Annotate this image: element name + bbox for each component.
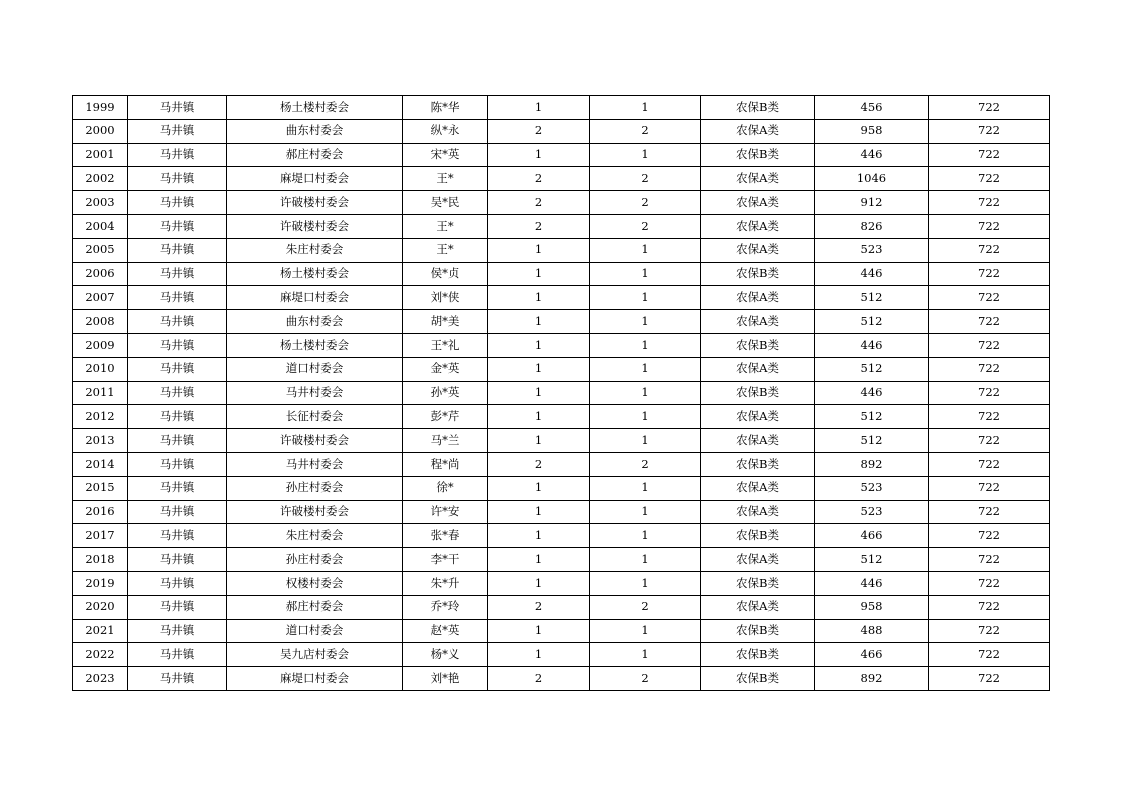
- serial-number-cell: 2009: [73, 333, 128, 357]
- standard-cell: 722: [929, 381, 1050, 405]
- amount-cell: 466: [815, 643, 929, 667]
- town-cell: 马井镇: [128, 619, 227, 643]
- serial-number-cell: 2006: [73, 262, 128, 286]
- amount-cell: 512: [815, 286, 929, 310]
- standard-cell: 722: [929, 405, 1050, 429]
- name-cell: 徐*: [403, 476, 488, 500]
- count-a-cell: 1: [488, 143, 590, 167]
- serial-number-cell: 2012: [73, 405, 128, 429]
- name-cell: 孙*英: [403, 381, 488, 405]
- serial-number-cell: 2019: [73, 571, 128, 595]
- serial-number-cell: 2000: [73, 119, 128, 143]
- count-b-cell: 2: [590, 595, 701, 619]
- category-cell: 农保A类: [701, 357, 815, 381]
- category-cell: 农保A类: [701, 595, 815, 619]
- name-cell: 刘*艳: [403, 667, 488, 691]
- table-row: [73, 429, 1050, 453]
- village-committee-cell: 许破楼村委会: [227, 191, 403, 215]
- serial-number-cell: 2005: [73, 238, 128, 262]
- name-cell: 王*: [403, 167, 488, 191]
- table-row: [73, 167, 1050, 191]
- standard-cell: 722: [929, 357, 1050, 381]
- village-committee-cell: 许破楼村委会: [227, 214, 403, 238]
- standard-cell: 722: [929, 238, 1050, 262]
- standard-cell: 722: [929, 333, 1050, 357]
- name-cell: 宋*英: [403, 143, 488, 167]
- count-b-cell: 2: [590, 167, 701, 191]
- name-cell: 张*春: [403, 524, 488, 548]
- town-cell: 马井镇: [128, 286, 227, 310]
- town-cell: 马井镇: [128, 476, 227, 500]
- serial-number-cell: 2017: [73, 524, 128, 548]
- count-a-cell: 1: [488, 381, 590, 405]
- count-a-cell: 1: [488, 500, 590, 524]
- table-row: [73, 191, 1050, 215]
- amount-cell: 446: [815, 381, 929, 405]
- category-cell: 农保B类: [701, 524, 815, 548]
- standard-cell: 722: [929, 429, 1050, 453]
- town-cell: 马井镇: [128, 96, 227, 120]
- standard-cell: 722: [929, 524, 1050, 548]
- town-cell: 马井镇: [128, 238, 227, 262]
- amount-cell: 523: [815, 476, 929, 500]
- serial-number-cell: 2016: [73, 500, 128, 524]
- count-b-cell: 1: [590, 286, 701, 310]
- name-cell: 许*安: [403, 500, 488, 524]
- standard-cell: 722: [929, 96, 1050, 120]
- town-cell: 马井镇: [128, 643, 227, 667]
- village-committee-cell: 孙庄村委会: [227, 548, 403, 572]
- amount-cell: 446: [815, 333, 929, 357]
- table-row: [73, 571, 1050, 595]
- village-committee-cell: 曲东村委会: [227, 310, 403, 334]
- category-cell: 农保A类: [701, 214, 815, 238]
- count-b-cell: 1: [590, 619, 701, 643]
- category-cell: 农保B类: [701, 571, 815, 595]
- count-a-cell: 2: [488, 214, 590, 238]
- village-committee-cell: 道口村委会: [227, 357, 403, 381]
- count-a-cell: 1: [488, 310, 590, 334]
- name-cell: 朱*升: [403, 571, 488, 595]
- village-committee-cell: 麻堤口村委会: [227, 167, 403, 191]
- amount-cell: 892: [815, 452, 929, 476]
- serial-number-cell: 2001: [73, 143, 128, 167]
- standard-cell: 722: [929, 500, 1050, 524]
- table-row: [73, 667, 1050, 691]
- count-b-cell: 2: [590, 667, 701, 691]
- village-committee-cell: 吴九店村委会: [227, 643, 403, 667]
- category-cell: 农保A类: [701, 476, 815, 500]
- count-b-cell: 1: [590, 405, 701, 429]
- count-b-cell: 2: [590, 119, 701, 143]
- count-a-cell: 2: [488, 191, 590, 215]
- town-cell: 马井镇: [128, 667, 227, 691]
- village-committee-cell: 马井村委会: [227, 381, 403, 405]
- table-row: [73, 476, 1050, 500]
- category-cell: 农保B类: [701, 96, 815, 120]
- village-committee-cell: 杨土楼村委会: [227, 96, 403, 120]
- village-committee-cell: 许破楼村委会: [227, 429, 403, 453]
- table-row: [73, 643, 1050, 667]
- table-body: [73, 96, 1050, 691]
- table-row: [73, 524, 1050, 548]
- serial-number-cell: 2004: [73, 214, 128, 238]
- serial-number-cell: 2020: [73, 595, 128, 619]
- standard-cell: 722: [929, 167, 1050, 191]
- count-a-cell: 1: [488, 262, 590, 286]
- category-cell: 农保B类: [701, 381, 815, 405]
- table-row: [73, 310, 1050, 334]
- serial-number-cell: 2013: [73, 429, 128, 453]
- count-a-cell: 1: [488, 286, 590, 310]
- count-b-cell: 2: [590, 214, 701, 238]
- count-a-cell: 1: [488, 548, 590, 572]
- village-committee-cell: 郝庄村委会: [227, 143, 403, 167]
- serial-number-cell: 2007: [73, 286, 128, 310]
- name-cell: 程*尚: [403, 452, 488, 476]
- standard-cell: 722: [929, 191, 1050, 215]
- amount-cell: 826: [815, 214, 929, 238]
- name-cell: 王*: [403, 238, 488, 262]
- standard-cell: 722: [929, 476, 1050, 500]
- category-cell: 农保A类: [701, 548, 815, 572]
- serial-number-cell: 2010: [73, 357, 128, 381]
- count-b-cell: 1: [590, 571, 701, 595]
- amount-cell: 446: [815, 571, 929, 595]
- amount-cell: 512: [815, 310, 929, 334]
- amount-cell: 512: [815, 548, 929, 572]
- count-b-cell: 1: [590, 429, 701, 453]
- serial-number-cell: 2018: [73, 548, 128, 572]
- name-cell: 乔*玲: [403, 595, 488, 619]
- standard-cell: 722: [929, 667, 1050, 691]
- category-cell: 农保A类: [701, 500, 815, 524]
- standard-cell: 722: [929, 143, 1050, 167]
- table-row: [73, 357, 1050, 381]
- name-cell: 吴*民: [403, 191, 488, 215]
- standard-cell: 722: [929, 286, 1050, 310]
- table-row: [73, 405, 1050, 429]
- count-a-cell: 1: [488, 429, 590, 453]
- town-cell: 马井镇: [128, 333, 227, 357]
- amount-cell: 512: [815, 357, 929, 381]
- name-cell: 李*干: [403, 548, 488, 572]
- count-b-cell: 1: [590, 262, 701, 286]
- serial-number-cell: 2021: [73, 619, 128, 643]
- amount-cell: 523: [815, 500, 929, 524]
- table-row: [73, 619, 1050, 643]
- table-row: [73, 96, 1050, 120]
- count-b-cell: 1: [590, 333, 701, 357]
- count-b-cell: 1: [590, 96, 701, 120]
- name-cell: 侯*贞: [403, 262, 488, 286]
- category-cell: 农保A类: [701, 167, 815, 191]
- name-cell: 纵*永: [403, 119, 488, 143]
- table-row: [73, 333, 1050, 357]
- village-committee-cell: 朱庄村委会: [227, 238, 403, 262]
- count-b-cell: 1: [590, 476, 701, 500]
- name-cell: 金*英: [403, 357, 488, 381]
- count-b-cell: 1: [590, 143, 701, 167]
- serial-number-cell: 2011: [73, 381, 128, 405]
- table-row: [73, 452, 1050, 476]
- village-committee-cell: 麻堤口村委会: [227, 667, 403, 691]
- category-cell: 农保A类: [701, 310, 815, 334]
- town-cell: 马井镇: [128, 452, 227, 476]
- name-cell: 王*礼: [403, 333, 488, 357]
- category-cell: 农保A类: [701, 429, 815, 453]
- count-a-cell: 1: [488, 619, 590, 643]
- category-cell: 农保B类: [701, 452, 815, 476]
- name-cell: 赵*英: [403, 619, 488, 643]
- amount-cell: 446: [815, 143, 929, 167]
- count-a-cell: 1: [488, 357, 590, 381]
- amount-cell: 512: [815, 405, 929, 429]
- village-committee-cell: 孙庄村委会: [227, 476, 403, 500]
- town-cell: 马井镇: [128, 191, 227, 215]
- table-row: [73, 500, 1050, 524]
- category-cell: 农保A类: [701, 405, 815, 429]
- town-cell: 马井镇: [128, 119, 227, 143]
- standard-cell: 722: [929, 643, 1050, 667]
- table-row: [73, 595, 1050, 619]
- village-committee-cell: 郝庄村委会: [227, 595, 403, 619]
- count-a-cell: 2: [488, 452, 590, 476]
- count-a-cell: 2: [488, 119, 590, 143]
- town-cell: 马井镇: [128, 405, 227, 429]
- count-a-cell: 1: [488, 405, 590, 429]
- village-committee-cell: 杨土楼村委会: [227, 262, 403, 286]
- standard-cell: 722: [929, 619, 1050, 643]
- count-a-cell: 1: [488, 524, 590, 548]
- data-table: [72, 95, 1050, 691]
- count-b-cell: 1: [590, 524, 701, 548]
- town-cell: 马井镇: [128, 548, 227, 572]
- amount-cell: 892: [815, 667, 929, 691]
- serial-number-cell: 2002: [73, 167, 128, 191]
- table-row: [73, 143, 1050, 167]
- town-cell: 马井镇: [128, 357, 227, 381]
- count-a-cell: 1: [488, 571, 590, 595]
- category-cell: 农保A类: [701, 238, 815, 262]
- standard-cell: 722: [929, 548, 1050, 572]
- count-b-cell: 1: [590, 643, 701, 667]
- amount-cell: 523: [815, 238, 929, 262]
- count-a-cell: 1: [488, 476, 590, 500]
- standard-cell: 722: [929, 595, 1050, 619]
- serial-number-cell: 2003: [73, 191, 128, 215]
- serial-number-cell: 2015: [73, 476, 128, 500]
- amount-cell: 488: [815, 619, 929, 643]
- town-cell: 马井镇: [128, 571, 227, 595]
- table-row: [73, 119, 1050, 143]
- count-a-cell: 1: [488, 96, 590, 120]
- amount-cell: 456: [815, 96, 929, 120]
- town-cell: 马井镇: [128, 214, 227, 238]
- category-cell: 农保B类: [701, 643, 815, 667]
- village-committee-cell: 麻堤口村委会: [227, 286, 403, 310]
- category-cell: 农保B类: [701, 143, 815, 167]
- name-cell: 陈*华: [403, 96, 488, 120]
- count-a-cell: 1: [488, 643, 590, 667]
- table-row: [73, 286, 1050, 310]
- standard-cell: 722: [929, 571, 1050, 595]
- count-b-cell: 1: [590, 500, 701, 524]
- amount-cell: 466: [815, 524, 929, 548]
- town-cell: 马井镇: [128, 143, 227, 167]
- town-cell: 马井镇: [128, 524, 227, 548]
- name-cell: 胡*美: [403, 310, 488, 334]
- count-b-cell: 1: [590, 548, 701, 572]
- amount-cell: 1046: [815, 167, 929, 191]
- town-cell: 马井镇: [128, 381, 227, 405]
- name-cell: 王*: [403, 214, 488, 238]
- count-a-cell: 1: [488, 333, 590, 357]
- village-committee-cell: 杨土楼村委会: [227, 333, 403, 357]
- category-cell: 农保A类: [701, 119, 815, 143]
- standard-cell: 722: [929, 310, 1050, 334]
- town-cell: 马井镇: [128, 595, 227, 619]
- village-committee-cell: 道口村委会: [227, 619, 403, 643]
- count-b-cell: 1: [590, 238, 701, 262]
- category-cell: 农保B类: [701, 262, 815, 286]
- town-cell: 马井镇: [128, 429, 227, 453]
- count-b-cell: 2: [590, 191, 701, 215]
- town-cell: 马井镇: [128, 262, 227, 286]
- serial-number-cell: 2014: [73, 452, 128, 476]
- standard-cell: 722: [929, 262, 1050, 286]
- village-committee-cell: 曲东村委会: [227, 119, 403, 143]
- count-a-cell: 2: [488, 667, 590, 691]
- town-cell: 马井镇: [128, 167, 227, 191]
- category-cell: 农保B类: [701, 333, 815, 357]
- village-committee-cell: 马井村委会: [227, 452, 403, 476]
- count-a-cell: 2: [488, 595, 590, 619]
- name-cell: 彭*芹: [403, 405, 488, 429]
- village-committee-cell: 许破楼村委会: [227, 500, 403, 524]
- standard-cell: 722: [929, 119, 1050, 143]
- serial-number-cell: 2023: [73, 667, 128, 691]
- table-row: [73, 548, 1050, 572]
- category-cell: 农保B类: [701, 619, 815, 643]
- name-cell: 杨*义: [403, 643, 488, 667]
- town-cell: 马井镇: [128, 310, 227, 334]
- serial-number-cell: 2022: [73, 643, 128, 667]
- village-committee-cell: 朱庄村委会: [227, 524, 403, 548]
- name-cell: 马*兰: [403, 429, 488, 453]
- category-cell: 农保A类: [701, 191, 815, 215]
- count-a-cell: 2: [488, 167, 590, 191]
- serial-number-cell: 2008: [73, 310, 128, 334]
- count-b-cell: 1: [590, 357, 701, 381]
- town-cell: 马井镇: [128, 500, 227, 524]
- count-b-cell: 1: [590, 310, 701, 334]
- table-row: [73, 214, 1050, 238]
- table-row: [73, 381, 1050, 405]
- count-a-cell: 1: [488, 238, 590, 262]
- count-b-cell: 2: [590, 452, 701, 476]
- amount-cell: 912: [815, 191, 929, 215]
- category-cell: 农保B类: [701, 667, 815, 691]
- amount-cell: 958: [815, 119, 929, 143]
- village-committee-cell: 长征村委会: [227, 405, 403, 429]
- count-b-cell: 1: [590, 381, 701, 405]
- table-row: [73, 262, 1050, 286]
- amount-cell: 446: [815, 262, 929, 286]
- amount-cell: 512: [815, 429, 929, 453]
- category-cell: 农保A类: [701, 286, 815, 310]
- standard-cell: 722: [929, 452, 1050, 476]
- serial-number-cell: 1999: [73, 96, 128, 120]
- amount-cell: 958: [815, 595, 929, 619]
- table-row: [73, 238, 1050, 262]
- name-cell: 刘*侠: [403, 286, 488, 310]
- village-committee-cell: 权楼村委会: [227, 571, 403, 595]
- standard-cell: 722: [929, 214, 1050, 238]
